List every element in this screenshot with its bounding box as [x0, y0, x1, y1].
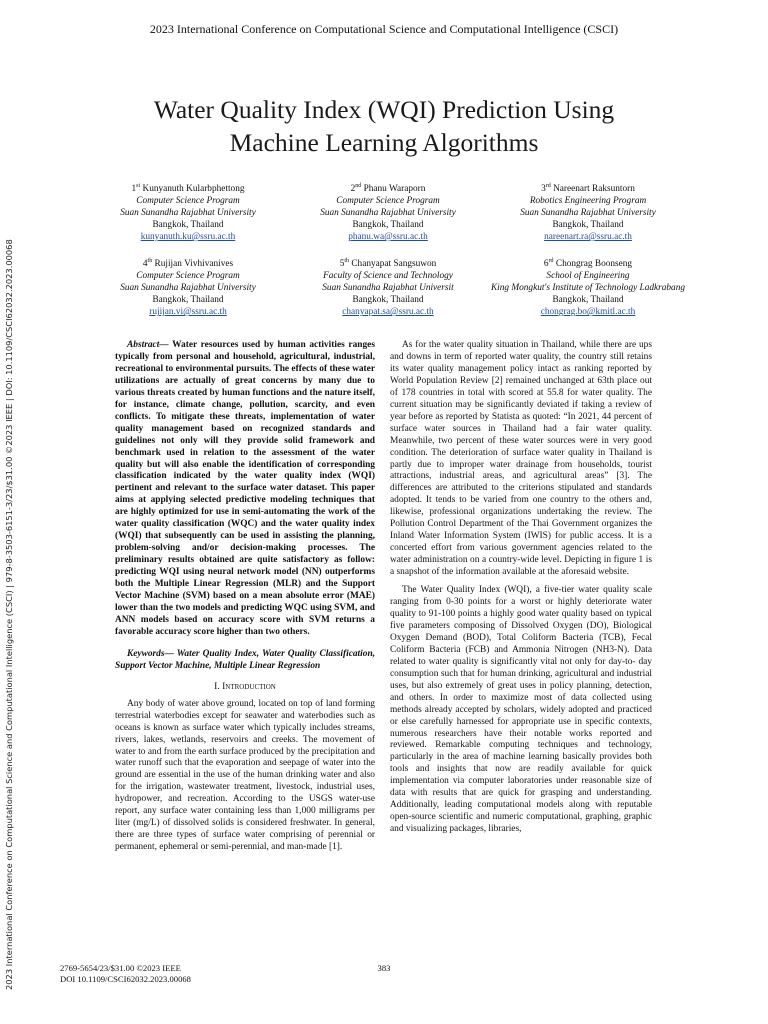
author-email-link[interactable]: chongrag.bo@kmitl.ac.th [540, 307, 636, 318]
author-block [88, 180, 688, 318]
side-copyright-strip: 2023 International Conference on Computational Science and Computational Intelligence (CSCI) | 979-8-3503-6151-3/23/$31.00 ©2023 IEEE | DOI: 10.1109/CSCI62032.2023.00068 [4, 239, 14, 990]
author-org: Suan Sunandha Rajabhat University [120, 283, 256, 294]
body-paragraph-1: As for the water quality situation in Thailand, while there are ups and downs in term of reported water quality, the country still retains its water quality management policy intact as ranking reported by World Population Review [2] remained unchanged at 63th place out of 178 countries in total with scored at 55.8 for water quality. The current situation may be significantly deviated if taking a review of year before as reported by Statista as quoted: “In 2021, 44 percent of surface water sources in Thailand had a fair water quality. Meanwhile, two percent of these water sources were in very good condition. The deterioration of surface water quality in Thailand is partly due to improper water drainage from households, tourist attractions, industrial areas, and agricultural areas” [3]. The differences are attributed to the criterions stipulated and standards adopted. It tends to be varied from one country to the others and, likewise, professional organizations undertaking the review. The Pollution Control Department of the Thai Government organizes the Inland Water Information System (IWIS) for public access. It is a concerted effort from various government agencies related to the water administration on a country-wide level. Depicting in figure 1 is a snapshot of the information available at the aforesaid website. [390, 340, 652, 578]
author-city: Bangkok, Thailand [552, 220, 624, 231]
author-email-link[interactable]: phanu.wa@ssru.ac.th [348, 232, 428, 243]
author-dept: Faculty of Science and Technology [323, 271, 453, 282]
author-city: Bangkok, Thailand [152, 220, 224, 231]
author-row-2 [88, 255, 688, 318]
author-name: Phanu Waraporn [363, 184, 426, 195]
author-email-link[interactable]: kunyanuth.ku@ssru.ac.th [140, 232, 236, 243]
author-dept: Robotics Engineering Program [529, 196, 647, 207]
abstract [115, 340, 375, 639]
title-line-2: Machine Learning Algorithms [229, 128, 539, 157]
page-number: 383 [377, 963, 391, 973]
paper-title [0, 93, 768, 159]
author-name: Rujijan Vivhivanives [154, 259, 234, 270]
author-name: Chanyapat Sangsuwon [351, 259, 437, 270]
abstract-body: Water resources used by human activities ranges typically from personal and household, agricultural, industrial, recreational to environmental pursuits. The effects of these water utilizations are actually of great concerns by many due to various threats created by human functions and the nature itself, for instance, climate change, pollution, scarcity, and even conflicts. To mitigate these threats, implementation of water quality management based on recognized standards and guidelines not only will they provide solid framework and benchmark used in relation to the assessment of the water quality but will also enable the identification of corresponding classification indicated by the water quality index (WQI) pertinent and relevant to the surface water dataset. This paper aims at applying selected predictive modeling techniques that are highly optimized for use in semi-automating the work of the water quality classification (WQC) and the water quality index (WQI) that subsequently can be used in assisting the planning, problem-solving and/or decision-making processes. The preliminary results obtained are quite satisfactory as follow: predicting WQI using neural network model (NN) outperforms both the Multiple Linear Regression (MLR) and the Support Vector Machine (SVM) based on a mean absolute error (MAE) lower than the two models and predicting WQC using SVM, and ANN models based on accuracy score with SVM returns a favorable accuracy score higher than two others. [115, 340, 375, 637]
author-dept: School of Engineering [546, 271, 630, 282]
title-line-1: Water Quality Index (WQI) Prediction Using [153, 95, 615, 124]
body-paragraph-2: The Water Quality Index (WQI), a five-tier water quality scale ranging from 0-30 points for a worst or highly deteriorate water quality to 91-100 points a highly good water quality based on typical five parameters composing of Dissolved Oxygen (DO), Biological Oxygen Demand (BOD), Total Coliform Bacteria (TCB), Fecal Coliform Bacteria (FCB) and Ammonia Nitrogen (NH3-N). Data related to water quality is significantly vital not only for day-to- day consumption such that for human drinking, agricultural and industrial uses, but also extremely of great uses in policy planning, detection, and others. In order to maximize most of data collected using methods already accepted by scholars, widely adopted and practiced or else carefully harnessed for appropriate use in specific contexts, numerous researchers have their notable works reported and reviewed. Remarkable computing techniques and technology, particularly in the area of machine learning basically provides both tools and insights that now are readily available for quick implementation via computer laboratories under reasonable size of data with results that are quick for grasping and understanding. Additionally, leading computational models along with reputable open-source scientific and numeric computational, graphing, graphic and visualizing packages, libraries, [390, 585, 652, 835]
author-org: Suan Sunandha Rajabhat University [520, 208, 656, 219]
author-name: Chongrag Boonseng [555, 259, 633, 270]
author-name: Kunyanuth Kularbphettong [142, 184, 245, 195]
author-city: Bangkok, Thailand [352, 220, 424, 231]
author-email-link[interactable]: rujijan.vi@ssru.ac.th [149, 307, 227, 318]
author-org: Suan Sunandha Rajabhat Universit [322, 283, 454, 294]
section-heading-introduction: I. Introduction [214, 680, 276, 692]
author-email-link[interactable]: chanyapat.sa@ssru.ac.th [342, 307, 434, 318]
author-2: 2nd Phanu Waraporn Computer Science Program Suan Sunandha Rajabhat University Bangkok, Thailand phanu.wa@ssru.ac.th [288, 180, 488, 243]
author-dept: Computer Science Program [136, 196, 240, 207]
author-email-link[interactable]: nareenart.ra@ssru.ac.th [544, 232, 632, 243]
author-3: 3rd Nareenart Raksuntorn Robotics Engineering Program Suan Sunandha Rajabhat University Bangkok, Thailand nareenart.ra@ssru.ac.th [488, 180, 688, 243]
keywords: Keywords— Water Quality Index, Water Quality Classification, Support Vector Machine, Multiple Linear Regression [115, 648, 375, 671]
conference-header: 2023 International Conference on Computational Science and Computational Intelligence (CSCI) [149, 22, 619, 36]
right-column [390, 340, 652, 842]
author-5: 5th Chanyapat Sangsuwon Faculty of Science and Technology Suan Sunandha Rajabhat Universit Bangkok, Thailand chanyapat.sa@ssru.ac.th [288, 255, 488, 318]
author-org: King Mongkut's Institute of Technology Ladkrabang [490, 283, 686, 294]
author-city: Bangkok, Thailand [152, 295, 224, 306]
left-column [115, 340, 375, 860]
author-1: 1st Kunyanuth Kularbphettong Computer Science Program Suan Sunandha Rajabhat University Bangkok, Thailand kunyanuth.ku@ssru.ac.th [88, 180, 288, 243]
author-row-1 [88, 180, 688, 243]
abstract-lead: Abstract— [127, 340, 169, 350]
author-dept: Computer Science Program [336, 196, 440, 207]
intro-paragraph: Any body of water above ground, located on top of land forming terrestrial waterbodies except for seawater and waterbodies such as oceans is known as surface water which typically includes streams, rivers, lakes, wetlands, reservoirs and creeks. The movement of water to and from the earth surface produced by the precipitation and water runoff such that the evaporation and seepage of water into the ground are essential in the use of the human drinking water and also for the irrigation, wastewater treatment, livestock, industrial uses, hydropower, and recreation. According to the USGS water-use report, any surface water containing less than 1,000 milligrams per liter (mg/L) of dissolved solids is considered freshwater. In general, there are three types of surface water comprising of perennial or permanent, ephemeral or semi-perennial, and man-made [1]. [115, 698, 375, 853]
author-org: Suan Sunandha Rajabhat University [320, 208, 456, 219]
author-6: 6rd Chongrag Boonseng School of Engineering King Mongkut's Institute of Technology Ladkrabang Bangkok, Thailand chongrag.bo@kmitl.ac.th [488, 255, 688, 318]
footer-doi: DOI 10.1109/CSCI62032.2023.00068 [60, 974, 191, 984]
author-city: Bangkok, Thailand [552, 295, 624, 306]
author-name: Nareenart Raksuntorn [553, 184, 635, 195]
author-org: Suan Sunandha Rajabhat University [120, 208, 256, 219]
author-dept: Computer Science Program [136, 271, 240, 282]
footer-issn: 2769-5654/23/$31.00 ©2023 IEEE [60, 963, 181, 973]
author-4: 4th Rujijan Vivhivanives Computer Science Program Suan Sunandha Rajabhat University Bangkok, Thailand rujijan.vi@ssru.ac.th [88, 255, 288, 318]
author-city: Bangkok, Thailand [352, 295, 424, 306]
